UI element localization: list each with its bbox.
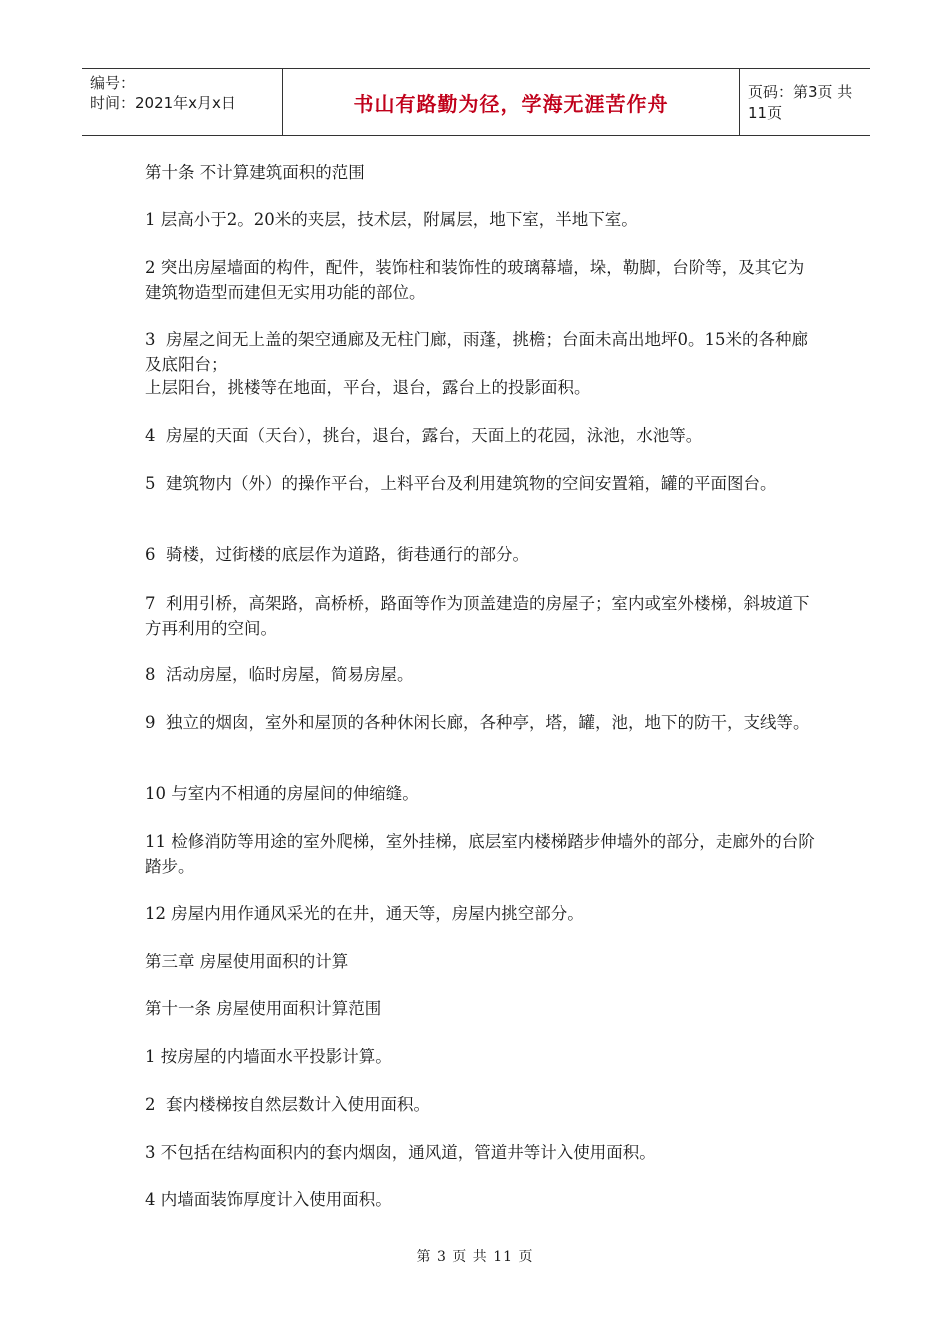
header-meta (90, 73, 282, 113)
header-divider (739, 69, 740, 135)
article-heading: 第十一条 房屋使用面积计算范围 (145, 999, 382, 1018)
paragraph: 1 层高小于2。20米的夹层，技术层，附属层，地下室，半地下室。 (145, 210, 638, 229)
page-footer: 第 3 页 共 11 页 (416, 1249, 534, 1265)
article-heading: 第十条 不计算建筑面积的范围 (145, 163, 365, 182)
paragraph: 3 不包括在结构面积内的套内烟囱，通风道，管道井等计入使用面积。 (145, 1143, 656, 1162)
header-motto: 书山有路勤为径，学海无涯苦作舟 (353, 91, 669, 116)
paragraph: 12 房屋内用作通风采光的在井，通天等，房屋内挑空部分。 (145, 904, 584, 923)
paragraph: 6 骑楼，过街楼的底层作为道路，街巷通行的部分。 (145, 545, 529, 564)
paragraph: 9 独立的烟囱，室外和屋顶的各种休闲长廊，各种亭，塔，罐，池，地下的防干，支线等。 (145, 713, 810, 732)
paragraph: 3 房屋之间无上盖的架空通廊及无柱门廊，雨蓬，挑檐；台面未高出地坪0。15米的各种廊及底阳台； (145, 330, 808, 374)
document-time-label: 时间：2021年x月x日 (90, 94, 236, 112)
paragraph: 2 突出房屋墙面的构件，配件，装饰柱和装饰性的玻璃幕墙，垛，勒脚，台阶等，及其它为建筑物造型而建但无实用功能的部位。 (145, 258, 805, 302)
paragraph: 10 与室内不相通的房屋间的伸缩缝。 (145, 784, 419, 803)
paragraph: 4 房屋的天面（天台），挑台，退台，露台，天面上的花园，泳池，水池等。 (145, 426, 703, 445)
paragraph: 2 套内楼梯按自然层数计入使用面积。 (145, 1095, 430, 1114)
chapter-heading: 第三章 房屋使用面积的计算 (145, 952, 349, 971)
paragraph: 5 建筑物内（外）的操作平台，上料平台及利用建筑物的空间安置箱，罐的平面图台。 (145, 474, 777, 493)
paragraph: 4 内墙面装饰厚度计入使用面积。 (145, 1190, 392, 1209)
page-header (82, 68, 870, 136)
paragraph: 8 活动房屋，临时房屋，简易房屋。 (145, 665, 414, 684)
paragraph: 上层阳台，挑楼等在地面，平台，退台，露台上的投影面积。 (145, 378, 591, 397)
paragraph: 7 利用引桥，高架路，高桥桥，路面等作为顶盖建造的房屋子；室内或室外楼梯，斜坡道下方再利用的空间。 (145, 594, 810, 638)
document-number-label: 编号： (90, 74, 136, 92)
header-page-info: 页码：第3页 共11页 (748, 83, 853, 122)
paragraph: 11 检修消防等用途的室外爬梯，室外挂梯，底层室内楼梯踏步伸墙外的部分，走廊外的台阶踏步。 (145, 832, 815, 876)
paragraph: 1 按房屋的内墙面水平投影计算。 (145, 1047, 392, 1066)
